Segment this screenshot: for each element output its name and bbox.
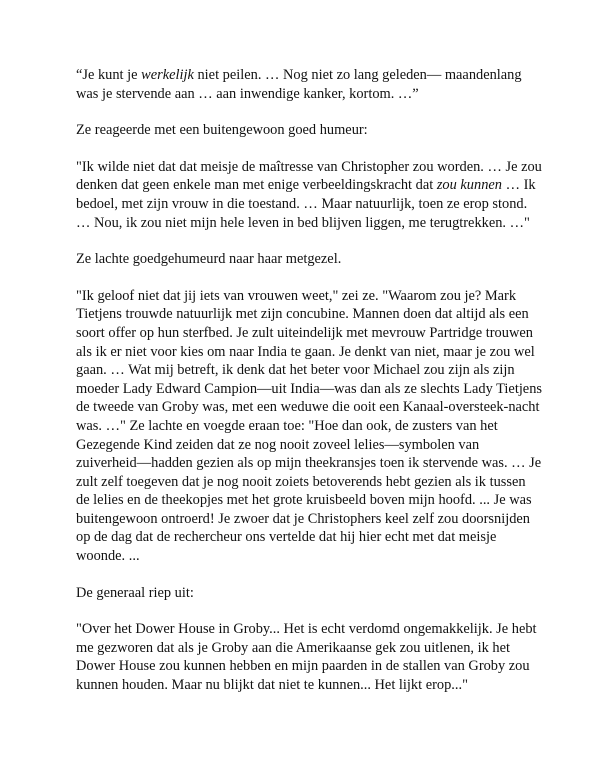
italic-text-run: werkelijk	[141, 67, 194, 83]
text-run: "Over het Dower House in Groby... Het is echt verdomd ongemakkelijk. Je hebt me gezworen dat als je Groby aan die Amerikaanse gek zou uitlenen, ik het Dower House zou kunnen hebben en mijn paarden in de stallen van Groby zou kunnen houden. Maar nu blijkt dat niet te kunnen... Het lijkt erop..."	[76, 621, 537, 694]
text-run: Ze reageerde met een buitengewoon goed humeur:	[76, 122, 368, 139]
paragraph-6	[76, 584, 542, 603]
paragraph-2	[76, 121, 542, 140]
paragraph-4	[76, 250, 542, 269]
text-run: Ze lachte goedgehumeurd naar haar metgezel.	[76, 251, 342, 268]
text-run: “Je kunt je	[76, 67, 142, 83]
paragraph-7	[76, 620, 542, 694]
italic-text-run: zou kunnen	[436, 177, 502, 194]
text-run: "Ik geloof niet dat jij iets van vrouwen weet," zei ze. "Waarom zou je? Mark Tietjens trouwde natuurlijk met zijn concubine. Mannen doen dat altijd als een soort offer op hun sterfbed. Je zult uiteindelijk met mevrouw Partridge trouwen als ik er niet voor kies om naar India te gaan. Je denkt van niet, maar je zou wel gaan. … Wat mij betreft, ik denk dat het beter voor Michael zou zijn als zijn moeder Lady Edward Campion—uit India—was dan als ze slechts Lady Tietjens de tweede van Groby was, met een weduwe die ooit een Kanaal-oversteek-nacht was. …" Ze lachte en voegde eraan toe: "Hoe dan ook, de zusters van het Gezegende Kind zeiden dat ze nog nooit zoveel lelies—symbolen van zuiverheid—hadden gezien als op mijn theekransjes toen ik stervende was. … Je zult zelf toegeven dat je nog nooit zoiets betoverends hebt gezien als ik tussen de lelies en de theekopjes met het grote kruisbeeld boven mijn hoofd. ... Je was buitengewoon ontroerd! Je zwoer dat je Christophers keel zelf zou doorsnijden op de dag dat de rechercheur ons vertelde dat hij hier echt met dat meisje woonde. ...	[76, 287, 542, 565]
text-run: De generaal riep uit:	[76, 584, 194, 601]
paragraph-5	[76, 287, 542, 566]
text-run: … Ik bedoel, met zijn vrouw in die toestand. … Maar natuurlijk, toen ze erop stond. … Nou, ik zou niet mijn hele leven in bed blijven liggen, me terugtrekken. …"	[76, 177, 536, 231]
text-run: niet peilen. … Nog niet zo lang geleden— maandenlang was je stervende aan … aan inwendige kanker, kortom. …”	[76, 67, 522, 102]
paragraph-3	[76, 158, 542, 232]
paragraph-1	[76, 66, 542, 103]
text-run: "Ik wilde niet dat dat meisje de maîtresse van Christopher zou worden. … Je zou denken dat geen enkele man met enige verbeeldingskracht dat	[76, 158, 542, 194]
